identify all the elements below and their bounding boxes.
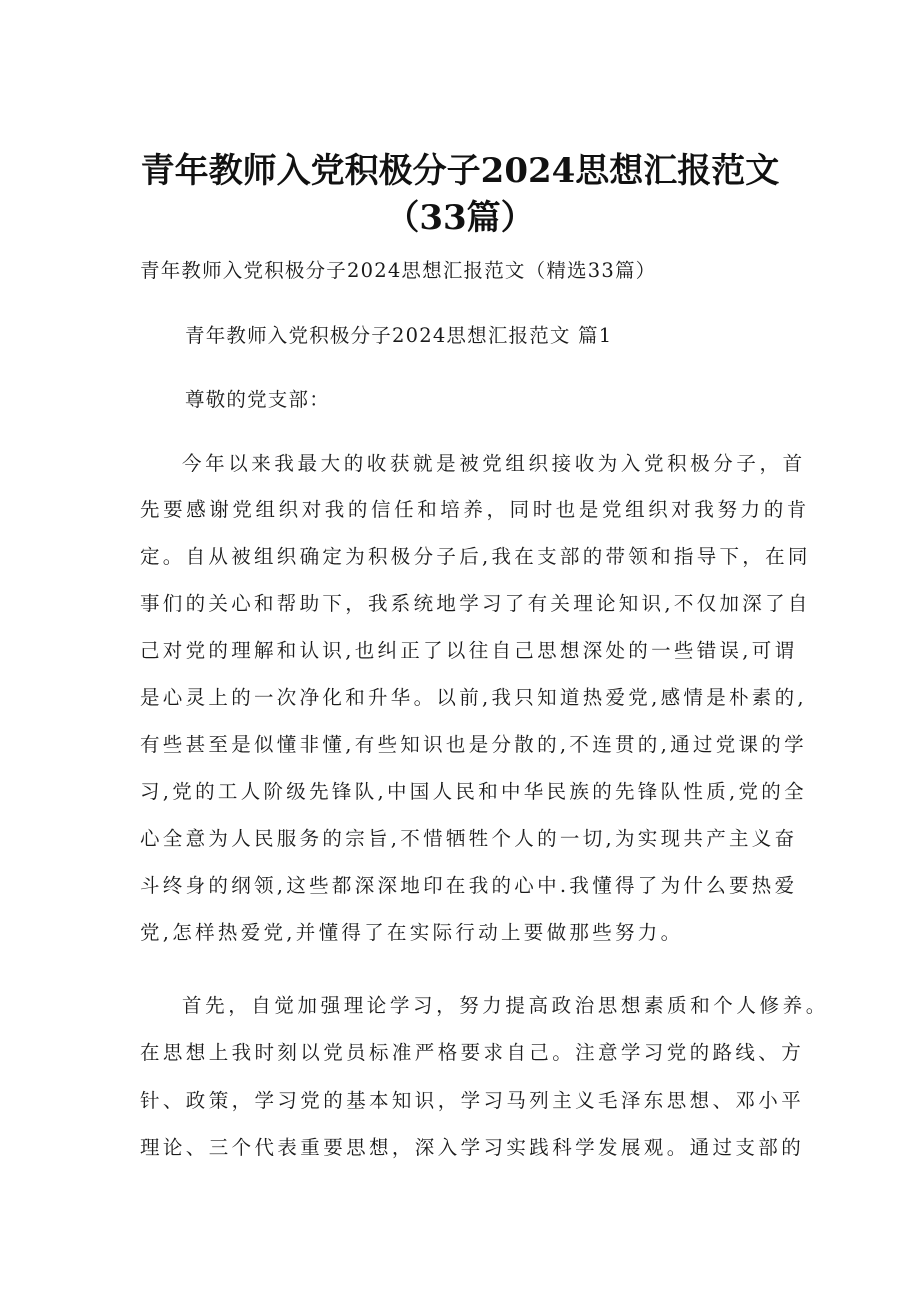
- paragraph-1-line: 先要感谢党组织对我的信任和培养，同时也是党组织对我努力的肯: [140, 498, 810, 521]
- paragraph-1-line: 己对党的理解和认识,也纠正了以往自己思想深处的一些错误,可谓: [140, 639, 798, 662]
- document-title-line-1: 青年教师入党积极分子2024思想汇报范文: [140, 151, 780, 191]
- paragraph-1-line: 定。自从被组织确定为积极分子后,我在支部的带领和指导下，在同: [140, 545, 811, 568]
- paragraph-2-line: 首先，自觉加强理论学习，努力提高政治思想素质和个人修养。: [182, 994, 829, 1017]
- salutation: 尊敬的党支部：: [185, 388, 330, 411]
- paragraph-1-line: 是心灵上的一次净化和升华。以前,我只知道热爱党,感情是朴素的,: [140, 686, 807, 709]
- paragraph-2-line: 针、政策，学习党的基本知识，学习马列主义毛泽东思想、邓小平: [140, 1089, 805, 1112]
- section-heading: 青年教师入党积极分子2024思想汇报范文 篇1: [185, 324, 613, 347]
- paragraph-1-line: 今年以来我最大的收获就是被党组织接收为入党积极分子，首: [182, 452, 806, 475]
- paragraph-1-line: 党,怎样热爱党,并懂得了在实际行动上要做那些努力。: [140, 921, 684, 944]
- paragraph-1-line: 心全意为人民服务的宗旨,不惜牺牲个人的一切,为实现共产主义奋: [140, 827, 798, 850]
- paragraph-1-line: 有些甚至是似懂非懂,有些知识也是分散的,不连贯的,通过党课的学: [140, 733, 807, 756]
- document-title-line-2: （33篇）: [385, 198, 535, 238]
- paragraph-2-line: 在思想上我时刻以党员标准严格要求自己。注意学习党的路线、方: [140, 1041, 805, 1064]
- paragraph-1-line: 习,党的工人阶级先锋队,中国人民和中华民族的先锋队性质,党的全: [140, 780, 807, 803]
- paragraph-1-line: 事们的关心和帮助下，我系统地学习了有关理论知识,不仅加深了自: [140, 592, 811, 615]
- document-subtitle: 青年教师入党积极分子2024思想汇报范文（精选33篇）: [140, 259, 657, 282]
- paragraph-1-line: 斗终身的纲领,这些都深深地印在我的心中.我懂得了为什么要热爱: [140, 874, 798, 897]
- paragraph-2-line: 理论、三个代表重要思想，深入学习实践科学发展观。通过支部的: [140, 1136, 805, 1159]
